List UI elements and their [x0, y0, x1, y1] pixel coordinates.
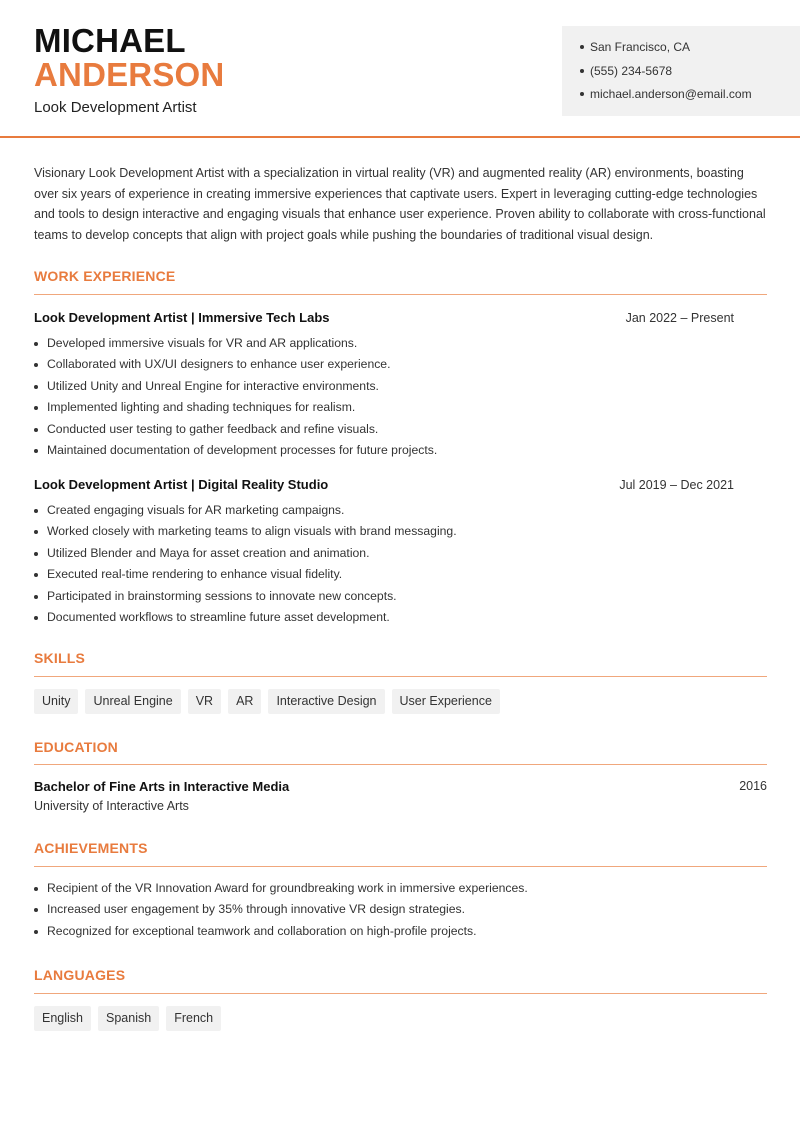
languages-list — [34, 1006, 221, 1031]
list-item — [34, 335, 767, 356]
job-heading-text: Look Development Artist | Immersive Tech Labs — [34, 310, 330, 325]
list-item — [34, 442, 767, 463]
bullet-text: Conducted user testing to gather feedback and refine visuals. — [47, 421, 379, 436]
section-divider — [34, 676, 767, 677]
list-item — [34, 566, 767, 587]
bullet-icon — [34, 385, 38, 389]
bullet-text: Utilized Unity and Unreal Engine for interactive environments. — [47, 378, 379, 393]
bullet-text: Documented workflows to streamline future asset development. — [47, 609, 390, 624]
section-title-languages: LANGUAGES — [34, 967, 126, 983]
education-school: University of Interactive Arts — [34, 799, 189, 813]
contact-location — [580, 38, 800, 62]
language-chip: Spanish — [98, 1006, 159, 1031]
list-item — [34, 901, 767, 922]
bullet-text: Developed immersive visuals for VR and AR applications. — [47, 336, 358, 350]
job-heading-1 — [34, 310, 767, 325]
education-degree: Bachelor of Fine Arts in Interactive Media — [34, 779, 290, 794]
language-chip: English — [34, 1006, 91, 1031]
bullet-icon — [34, 616, 38, 620]
bullet-icon — [34, 552, 38, 556]
skill-chip: User Experience — [392, 689, 500, 714]
section-title-achievements: ACHIEVEMENTS — [34, 840, 148, 856]
bullet-icon — [34, 509, 38, 513]
section-divider — [34, 294, 767, 295]
section-title-work: WORK EXPERIENCE — [34, 268, 176, 284]
section-divider — [34, 764, 767, 765]
education-year: 2016 — [739, 779, 767, 793]
list-item — [34, 502, 767, 523]
list-item — [34, 545, 767, 566]
phone-text: (555) 234-5678 — [590, 63, 673, 78]
bullet-text: Maintained documentation of development processes for future projects. — [47, 442, 438, 457]
list-item — [34, 880, 767, 901]
skill-chip: Unity — [34, 689, 78, 714]
skill-chip: AR — [228, 689, 261, 714]
bullet-text: Executed real-time rendering to enhance visual fidelity. — [47, 567, 343, 582]
bullet-text: Recognized for exceptional teamwork and collaboration on high-profile projects. — [47, 923, 477, 938]
contact-email — [580, 85, 800, 109]
bullet-icon — [580, 69, 584, 73]
job-bullets-2 — [34, 502, 767, 630]
bullet-text: Created engaging visuals for AR marketing campaigns. — [47, 503, 345, 517]
bullet-text: Participated in brainstorming sessions to innovate new concepts. — [47, 588, 397, 603]
bullet-icon — [34, 595, 38, 599]
list-item — [34, 421, 767, 442]
list-item — [34, 609, 767, 630]
bullet-icon — [34, 573, 38, 577]
bullet-icon — [580, 92, 584, 96]
list-item — [34, 378, 767, 399]
job-bullets-1 — [34, 335, 767, 463]
skill-chip: Interactive Design — [268, 689, 384, 714]
section-divider — [34, 866, 767, 867]
bullet-icon — [34, 887, 38, 891]
section-title-skills: SKILLS — [34, 650, 85, 666]
job-dates: Jan 2022 – Present — [625, 311, 734, 325]
list-item — [34, 923, 767, 944]
job-heading-text: Look Development Artist | Digital Reality Studio — [34, 477, 329, 492]
bullet-icon — [34, 406, 38, 410]
summary-paragraph: Visionary Look Development Artist with a specialization in virtual reality (VR) and augmented reality (AR) environments, boasting over six years of experience in creating immersive experiences that captivate users. Expert in leveraging cutting-edge technologies and tools to design interactive and engaging visuals that enhance user experience. Proven ability to collaborate with cross-functional teams to develop concepts that align with project goals while pushing the boundaries of traditional visual design. — [34, 166, 766, 242]
section-title-education: EDUCATION — [34, 739, 118, 755]
last-name: ANDERSON — [34, 56, 225, 93]
bullet-text: Recipient of the VR Innovation Award for groundbreaking work in immersive experiences. — [47, 881, 528, 895]
bullet-icon — [34, 908, 38, 912]
skill-chip: Unreal Engine — [85, 689, 180, 714]
section-divider — [34, 993, 767, 994]
list-item — [34, 356, 767, 377]
bullet-icon — [34, 449, 38, 453]
skills-list — [34, 689, 500, 714]
job-heading-2 — [34, 477, 767, 492]
contact-box — [562, 26, 800, 116]
contact-phone — [580, 62, 800, 86]
bullet-text: Increased user engagement by 35% through innovative VR design strategies. — [47, 902, 466, 917]
first-name: MICHAEL — [34, 22, 186, 59]
job-title: Look Development Artist — [34, 99, 197, 116]
skill-chip: VR — [188, 689, 221, 714]
bullet-icon — [580, 45, 584, 49]
language-chip: French — [166, 1006, 221, 1031]
list-item — [34, 588, 767, 609]
list-item — [34, 399, 767, 420]
resume-header — [0, 0, 800, 138]
list-item — [34, 523, 767, 544]
bullet-icon — [34, 930, 38, 934]
bullet-text: Worked closely with marketing teams to align visuals with brand messaging. — [47, 524, 457, 539]
location-text: San Francisco, CA — [590, 40, 691, 54]
email-text: michael.anderson@email.com — [590, 87, 752, 101]
bullet-text: Collaborated with UX/UI designers to enhance user experience. — [47, 357, 391, 372]
bullet-icon — [34, 530, 38, 534]
bullet-text: Implemented lighting and shading techniques for realism. — [47, 400, 356, 415]
bullet-text: Utilized Blender and Maya for asset creation and animation. — [47, 545, 370, 560]
bullet-icon — [34, 363, 38, 367]
achievements-list — [34, 880, 767, 944]
bullet-icon — [34, 342, 38, 346]
bullet-icon — [34, 428, 38, 432]
job-dates: Jul 2019 – Dec 2021 — [619, 478, 734, 492]
